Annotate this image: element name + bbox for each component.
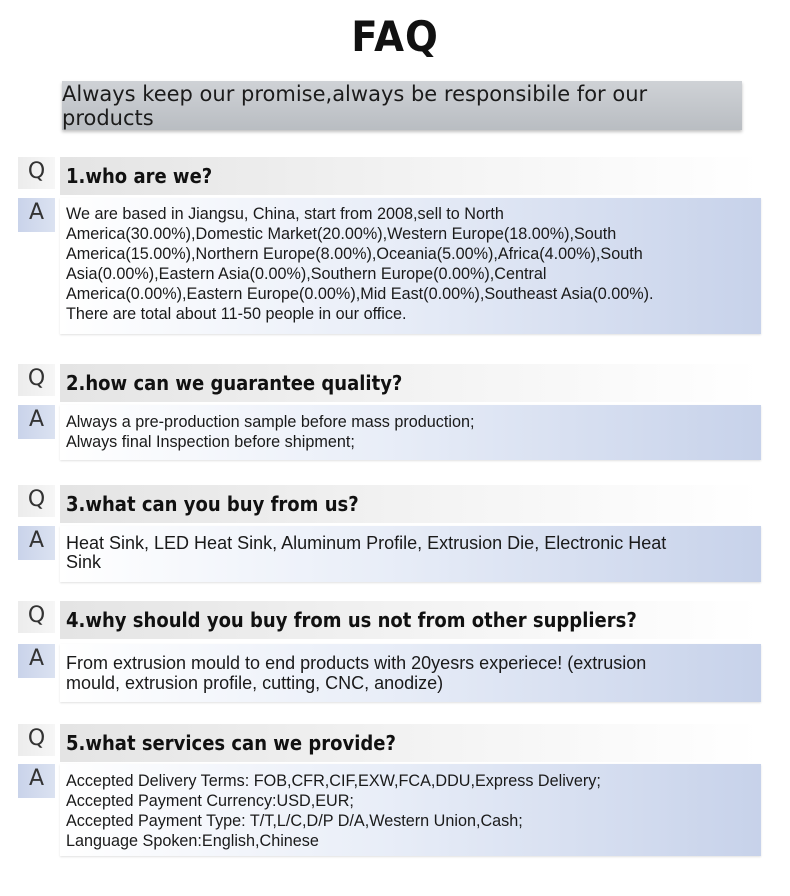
question-text: 5.what services can we provide?: [66, 731, 396, 755]
question-text: 2.how can we guarantee quality?: [66, 371, 403, 395]
question-bar: [60, 157, 761, 195]
question-bar: [60, 485, 761, 523]
question-marker: Q: [18, 724, 55, 756]
answer-line: From extrusion mould to end products with 20yesrs experiece! (extrusion: [66, 653, 647, 673]
answer-line: We are based in Jiangsu, China, start from 2008,sell to North: [66, 205, 504, 223]
question-bar: [60, 724, 761, 762]
answer-line: Accepted Delivery Terms: FOB,CFR,CIF,EXW,FCA,DDU,Express Delivery;: [66, 772, 601, 790]
answer-marker: A: [18, 198, 55, 232]
question-text: 1.who are we?: [66, 164, 213, 188]
question-marker: Q: [18, 157, 55, 189]
question-marker: Q: [18, 364, 55, 396]
question-bar: [60, 364, 761, 402]
answer-marker: A: [18, 526, 55, 560]
answer-marker: A: [18, 405, 55, 439]
answer-box: [60, 764, 761, 856]
answer-line: Heat Sink, LED Heat Sink, Aluminum Profile, Extrusion Die, Electronic Heat: [66, 533, 667, 553]
answer-line: Accepted Payment Currency:USD,EUR;: [66, 792, 354, 810]
answer-marker: A: [18, 764, 55, 798]
question-marker: Q: [18, 601, 55, 633]
answer-line: Sink: [66, 552, 102, 572]
answer-line: Always final Inspection before shipment;: [66, 433, 355, 451]
answer-line: Always a pre-production sample before mass production;: [66, 413, 475, 431]
question-marker: Q: [18, 485, 55, 517]
answer-line: Accepted Payment Type: T/T,L/C,D/P D/A,Western Union,Cash;: [66, 812, 523, 830]
answer-box: [60, 198, 761, 334]
answer-line: Asia(0.00%),Eastern Asia(0.00%),Southern Europe(0.00%),Central: [66, 265, 547, 283]
answer-line: America(30.00%),Domestic Market(20.00%),Western Europe(18.00%),South: [66, 225, 617, 243]
answer-box: [60, 644, 761, 702]
answer-line: Language Spoken:English,Chinese: [66, 832, 319, 850]
answer-box: [60, 526, 761, 582]
question-text: 3.what can you buy from us?: [66, 492, 359, 516]
answer-line: America(15.00%),Northern Europe(8.00%),Oceania(5.00%),Africa(4.00%),South: [66, 245, 643, 263]
answer-line: mould, extrusion profile, cutting, CNC, anodize): [66, 673, 444, 693]
answer-line: There are total about 11-50 people in our office.: [66, 305, 407, 323]
question-text: 4.why should you buy from us not from other suppliers?: [66, 608, 637, 632]
page-title: FAQ: [351, 12, 439, 61]
answer-marker: A: [18, 644, 55, 678]
promise-banner: Always keep our promise,always be responsibile for our products: [62, 81, 742, 130]
answer-box: [60, 405, 761, 460]
question-bar: [60, 601, 761, 639]
answer-line: America(0.00%),Eastern Europe(0.00%),Mid East(0.00%),Southeast Asia(0.00%).: [66, 285, 654, 303]
